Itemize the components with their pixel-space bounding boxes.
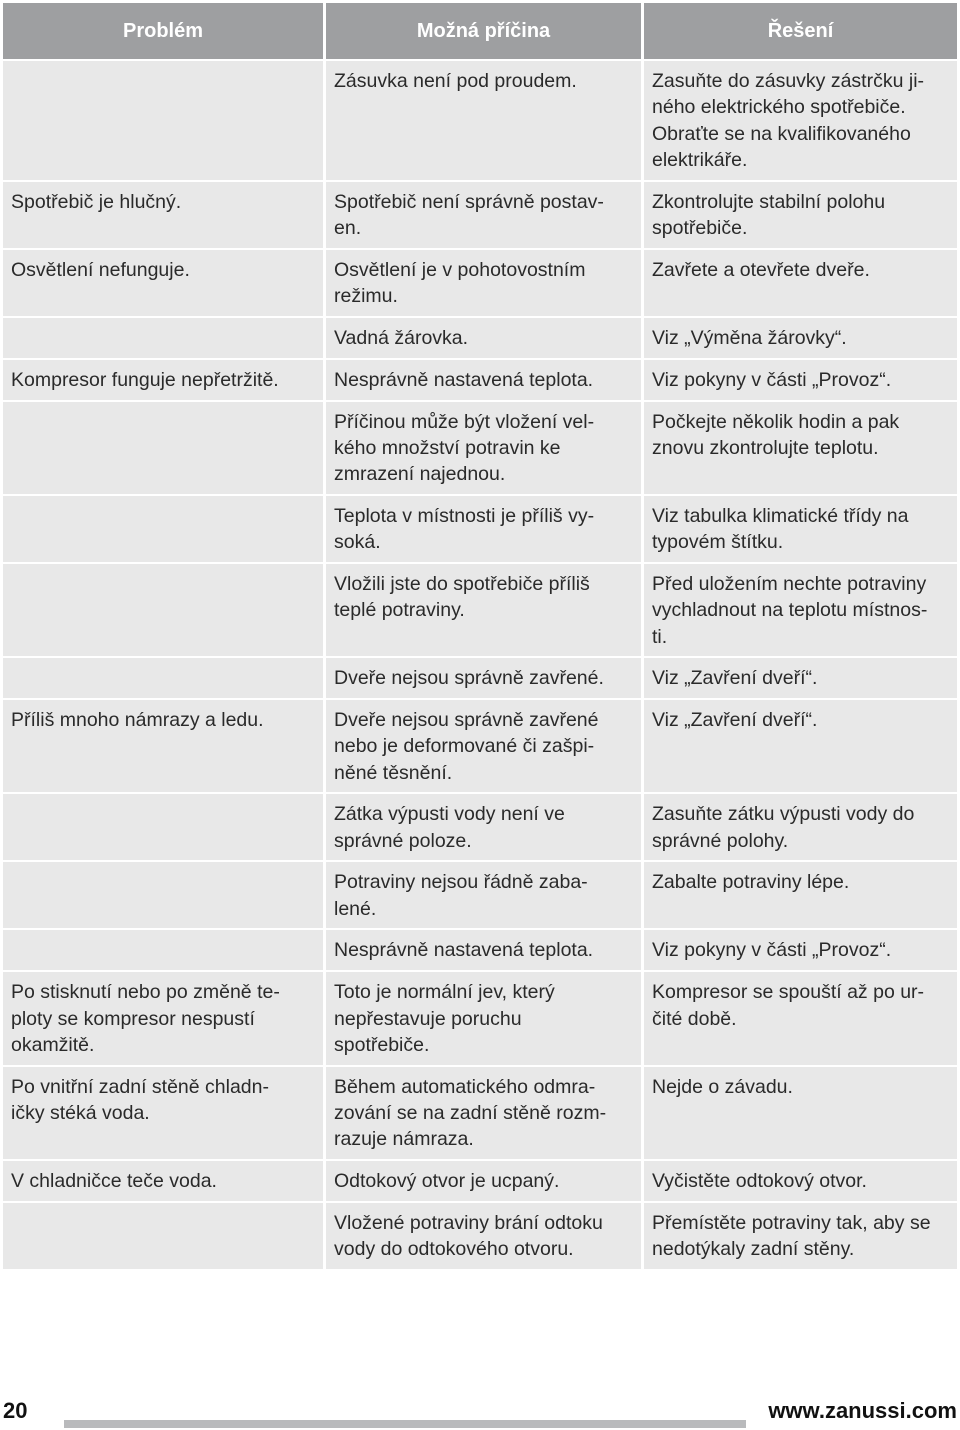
solution-text-line: typovém štítku.: [652, 531, 784, 554]
solution-cell: [641, 658, 957, 700]
problem-cell: [3, 318, 323, 360]
solution-cell: [641, 360, 957, 402]
solution-cell: [641, 1067, 957, 1161]
problem-cell: [3, 1067, 323, 1161]
cause-text-line: Dveře nejsou správně zavřené.: [334, 667, 604, 690]
cause-cell: [323, 318, 641, 360]
cause-text-line: něné těsnění.: [334, 761, 453, 784]
problem-cell: [3, 1203, 323, 1271]
table-row: [3, 318, 957, 360]
solution-text-line: Přemístěte potraviny tak, aby se: [652, 1211, 931, 1234]
table-row: [3, 182, 957, 250]
cause-text-line: kého množství potravin ke: [334, 437, 561, 460]
cause-text-line: Zásuvka není pod proudem.: [334, 70, 577, 92]
cause-text-line: spotřebiče.: [334, 1034, 430, 1057]
cause-text-line: Zátka výpusti vody není ve: [334, 803, 565, 826]
problem-text-line: V chladničce teče voda.: [11, 1169, 217, 1192]
cause-text-line: vody do odtokového otvoru.: [334, 1238, 574, 1261]
solution-text-line: Viz tabulka klimatické třídy na: [652, 504, 909, 527]
cause-cell: [323, 496, 641, 564]
problem-cell: [3, 402, 323, 496]
table-body: [3, 61, 957, 1271]
solution-text-line: Viz „Výměna žárovky“.: [652, 326, 847, 349]
cause-text-line: lené.: [334, 897, 377, 920]
problem-text-line: ičky stéká voda.: [11, 1101, 150, 1124]
cause-text-line: nepřestavuje poruchu: [334, 1007, 522, 1030]
problem-cell: [3, 496, 323, 564]
cause-cell: [323, 972, 641, 1066]
table-row: [3, 794, 957, 862]
solution-text-line: správné polohy.: [652, 829, 789, 852]
header-solution: Řešení: [641, 3, 957, 61]
table-row: [3, 61, 957, 182]
problem-text-line: okamžitě.: [11, 1034, 95, 1057]
solution-text-line: Viz pokyny v části „Provoz“.: [652, 939, 892, 962]
solution-text-line: Vyčistěte odtokový otvor.: [652, 1169, 867, 1192]
cause-cell: [323, 930, 641, 972]
cause-text-line: správné poloze.: [334, 829, 472, 852]
table-row: [3, 1203, 957, 1271]
solution-cell: [641, 182, 957, 250]
problem-cell: [3, 564, 323, 658]
cause-cell: [323, 182, 641, 250]
solution-text-line: Kompresor se spouští až po ur-: [652, 981, 925, 1004]
cause-cell: [323, 700, 641, 794]
table-row: [3, 972, 957, 1066]
table-row: [3, 700, 957, 794]
cause-text-line: zování se na zadní stěně rozm-: [334, 1101, 607, 1124]
problem-cell: [3, 182, 323, 250]
cause-cell: [323, 794, 641, 862]
cause-text-line: Odtokový otvor je ucpaný.: [334, 1169, 560, 1192]
solution-cell: [641, 564, 957, 658]
problem-text-line: Po stisknutí nebo po změně te-: [11, 981, 280, 1004]
cause-text-line: Během automatického odmra-: [334, 1075, 596, 1098]
solution-text-line: nedotýkaly zadní stěny.: [652, 1238, 855, 1261]
problem-text-line: Spotřebič je hlučný.: [11, 190, 182, 213]
solution-cell: [641, 496, 957, 564]
cause-text-line: Spotřebič není správně postav-: [334, 190, 604, 213]
table-row: [3, 360, 957, 402]
solution-cell: [641, 1161, 957, 1203]
solution-text-line: Zasuňte zátku výpusti vody do: [652, 803, 915, 826]
problem-cell: [3, 250, 323, 318]
problem-cell: [3, 972, 323, 1066]
solution-text-line: Zavřete a otevřete dveře.: [652, 258, 870, 281]
problem-cell: [3, 930, 323, 972]
cause-text-line: razuje námraza.: [334, 1128, 474, 1151]
problem-cell: [3, 1161, 323, 1203]
solution-text-line: ti.: [652, 625, 668, 648]
solution-text-line: Viz pokyny v části „Provoz“.: [652, 368, 892, 391]
header-cause: Možná příčina: [323, 3, 641, 61]
footer-website: www.zanussi.com: [768, 1398, 957, 1423]
cause-text-line: Potraviny nejsou řádně zaba-: [334, 871, 588, 894]
solution-cell: [641, 402, 957, 496]
solution-cell: [641, 318, 957, 360]
solution-text-line: ného elektrického spotřebiče.: [652, 96, 906, 119]
solution-text-line: Nejde o závadu.: [652, 1075, 793, 1098]
table-row: [3, 862, 957, 930]
footer-divider: [64, 1420, 746, 1428]
cause-cell: [323, 402, 641, 496]
problem-cell: [3, 360, 323, 402]
table-row: [3, 402, 957, 496]
table-row: [3, 250, 957, 318]
problem-cell: [3, 700, 323, 794]
cause-text-line: teplé potraviny.: [334, 599, 465, 622]
solution-cell: [641, 61, 957, 182]
cause-text-line: režimu.: [334, 285, 398, 308]
solution-text-line: Zkontrolujte stabilní polohu: [652, 190, 886, 213]
problem-text-line: ploty se kompresor nespustí: [11, 1007, 255, 1030]
cause-text-line: zmrazení najednou.: [334, 463, 506, 486]
table-row: [3, 1067, 957, 1161]
cause-cell: [323, 1203, 641, 1271]
solution-text-line: Zabalte potraviny lépe.: [652, 871, 850, 894]
solution-text-line: Před uložením nechte potraviny: [652, 572, 927, 595]
header-problem: Problém: [3, 3, 323, 61]
cause-cell: [323, 360, 641, 402]
solution-cell: [641, 794, 957, 862]
cause-text-line: Toto je normální jev, který: [334, 981, 555, 1004]
solution-cell: [641, 972, 957, 1066]
solution-cell: [641, 1203, 957, 1271]
problem-cell: [3, 862, 323, 930]
cause-text-line: nebo je deformované či zašpi-: [334, 735, 595, 758]
cause-text-line: Teplota v místnosti je příliš vy-: [334, 504, 595, 527]
problem-text-line: Po vnitřní zadní stěně chladn-: [11, 1075, 269, 1098]
solution-cell: [641, 862, 957, 930]
cause-cell: [323, 1067, 641, 1161]
solution-text-line: Obraťte se na kvalifikovaného: [652, 122, 911, 145]
cause-text-line: Vložili jste do spotřebiče příliš: [334, 572, 590, 595]
cause-text-line: en.: [334, 217, 362, 240]
cause-cell: [323, 250, 641, 318]
solution-text-line: čité době.: [652, 1007, 737, 1030]
cause-text-line: soká.: [334, 531, 381, 554]
problem-text-line: Příliš mnoho námrazy a ledu.: [11, 709, 264, 732]
solution-text-line: elektrikáře.: [652, 149, 748, 172]
cause-cell: [323, 1161, 641, 1203]
cause-text-line: Vložené potraviny brání odtoku: [334, 1211, 603, 1234]
cause-cell: [323, 61, 641, 182]
solution-text-line: Viz „Zavření dveří“.: [652, 667, 818, 690]
solution-text-line: znovu zkontrolujte teplotu.: [652, 437, 879, 460]
table-row: [3, 930, 957, 972]
table-header-row: [3, 3, 957, 61]
cause-text-line: Příčinou může být vložení vel-: [334, 410, 595, 433]
solution-text-line: Zasuňte do zásuvky zástrčku ji-: [652, 70, 925, 92]
cause-text-line: Dveře nejsou správně zavřené: [334, 709, 599, 732]
problem-cell: [3, 794, 323, 862]
solution-cell: [641, 930, 957, 972]
solution-text-line: Počkejte několik hodin a pak: [652, 410, 900, 433]
cause-cell: [323, 862, 641, 930]
cause-cell: [323, 564, 641, 658]
solution-text-line: spotřebiče.: [652, 217, 748, 240]
problem-cell: [3, 658, 323, 700]
page-number: 20: [3, 1398, 28, 1423]
table-row: [3, 564, 957, 658]
cause-text-line: Nesprávně nastavená teplota.: [334, 939, 594, 962]
problem-cell: [3, 61, 323, 182]
table-row: [3, 1161, 957, 1203]
solution-text-line: vychladnout na teplotu místnos-: [652, 599, 928, 622]
cause-text-line: Osvětlení je v pohotovostním: [334, 258, 586, 281]
cause-cell: [323, 658, 641, 700]
table-row: [3, 658, 957, 700]
problem-text-line: Kompresor funguje nepřetržitě.: [11, 368, 279, 391]
cause-text-line: Vadná žárovka.: [334, 326, 469, 349]
cause-text-line: Nesprávně nastavená teplota.: [334, 368, 594, 391]
solution-text-line: Viz „Zavření dveří“.: [652, 709, 818, 732]
solution-cell: [641, 700, 957, 794]
solution-cell: [641, 250, 957, 318]
problem-text-line: Osvětlení nefunguje.: [11, 258, 190, 281]
troubleshooting-table: [3, 3, 957, 1271]
table-row: [3, 496, 957, 564]
